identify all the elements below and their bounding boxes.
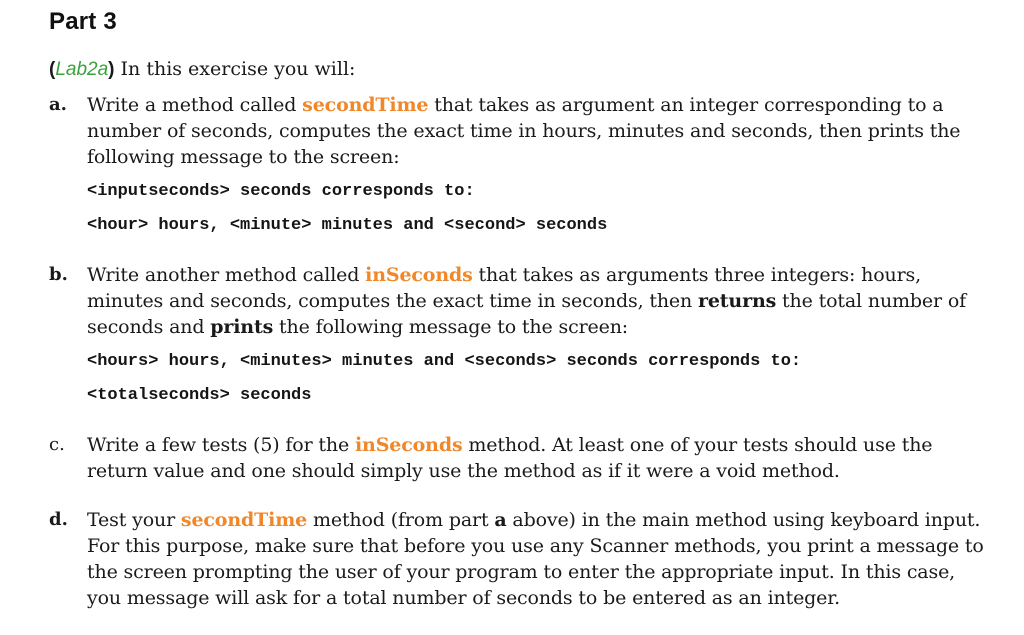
list-item-a bbox=[49, 92, 989, 236]
item-d-text-3: above) in the main method using keyboard input. For this purpose, make sure that before you use any Scanner methods, you print a message to the screen prompting the user of your program to enter the appropriate input. In this case, you message will ask for a total number of seconds to be entered as an integer. bbox=[87, 509, 984, 609]
item-d-text-1: Test your bbox=[87, 509, 181, 531]
item-d-marker: d. bbox=[49, 509, 68, 530]
list-item-d bbox=[49, 507, 989, 611]
list-item-b bbox=[49, 262, 989, 406]
intro-close-paren: ) bbox=[108, 59, 115, 80]
item-b-text-1: Write another method called bbox=[87, 264, 366, 286]
item-b-bold-returns: returns bbox=[698, 290, 777, 312]
item-a-code-line-2: <hour> hours, <minute> minutes and <second> seconds bbox=[87, 216, 608, 235]
method-name-secondtime: secondTime bbox=[302, 94, 429, 116]
method-name-inseconds-c: inSeconds bbox=[354, 434, 463, 456]
item-d-text bbox=[87, 507, 989, 611]
item-b-marker: b. bbox=[49, 264, 68, 285]
part-title: Part 3 bbox=[49, 8, 117, 35]
item-b-text-3: the total number of seconds and bbox=[87, 290, 967, 338]
item-d-text-2: method (from part bbox=[307, 509, 495, 531]
item-b-text bbox=[87, 262, 989, 340]
lab-id: Lab2a bbox=[55, 59, 109, 80]
list-item-c bbox=[49, 432, 989, 484]
item-c-text-2: method. At least one of your tests should use the return value and one should simply use the method as if it were a void method. bbox=[87, 434, 933, 482]
item-c-text bbox=[87, 432, 989, 484]
method-name-secondtime-d: secondTime bbox=[180, 509, 308, 531]
intro-line bbox=[49, 56, 355, 83]
item-b-code-line-1: <hours> hours, <minutes> minutes and <seconds> seconds corresponds to: bbox=[87, 352, 802, 371]
method-name-inseconds: inSeconds bbox=[365, 264, 473, 286]
item-c-text-1: Write a few tests (5) for the bbox=[87, 434, 355, 456]
item-b-bold-prints: prints bbox=[210, 316, 274, 338]
intro-open-paren: ( bbox=[49, 59, 56, 80]
item-b-code-line-2: <totalseconds> seconds bbox=[87, 386, 312, 405]
item-d-bold-a: a bbox=[494, 509, 507, 531]
item-c-marker: c. bbox=[49, 434, 65, 455]
item-a-text-2: that takes as argument an integer corresponding to a number of seconds, computes the exact time in hours, minutes and seconds, then prints the following message to the screen: bbox=[87, 94, 961, 168]
item-a-code-line-1: <inputseconds> seconds corresponds to: bbox=[87, 182, 475, 201]
intro-text: In this exercise you will: bbox=[114, 58, 356, 80]
item-b-text-4: the following message to the screen: bbox=[273, 316, 629, 338]
item-a-text-1: Write a method called bbox=[87, 94, 303, 116]
item-a-marker: a. bbox=[49, 94, 67, 115]
item-a-text bbox=[87, 92, 989, 170]
item-b-text-2: that takes as arguments three integers: hours, minutes and seconds, computes the exact time in seconds, then bbox=[87, 264, 922, 312]
